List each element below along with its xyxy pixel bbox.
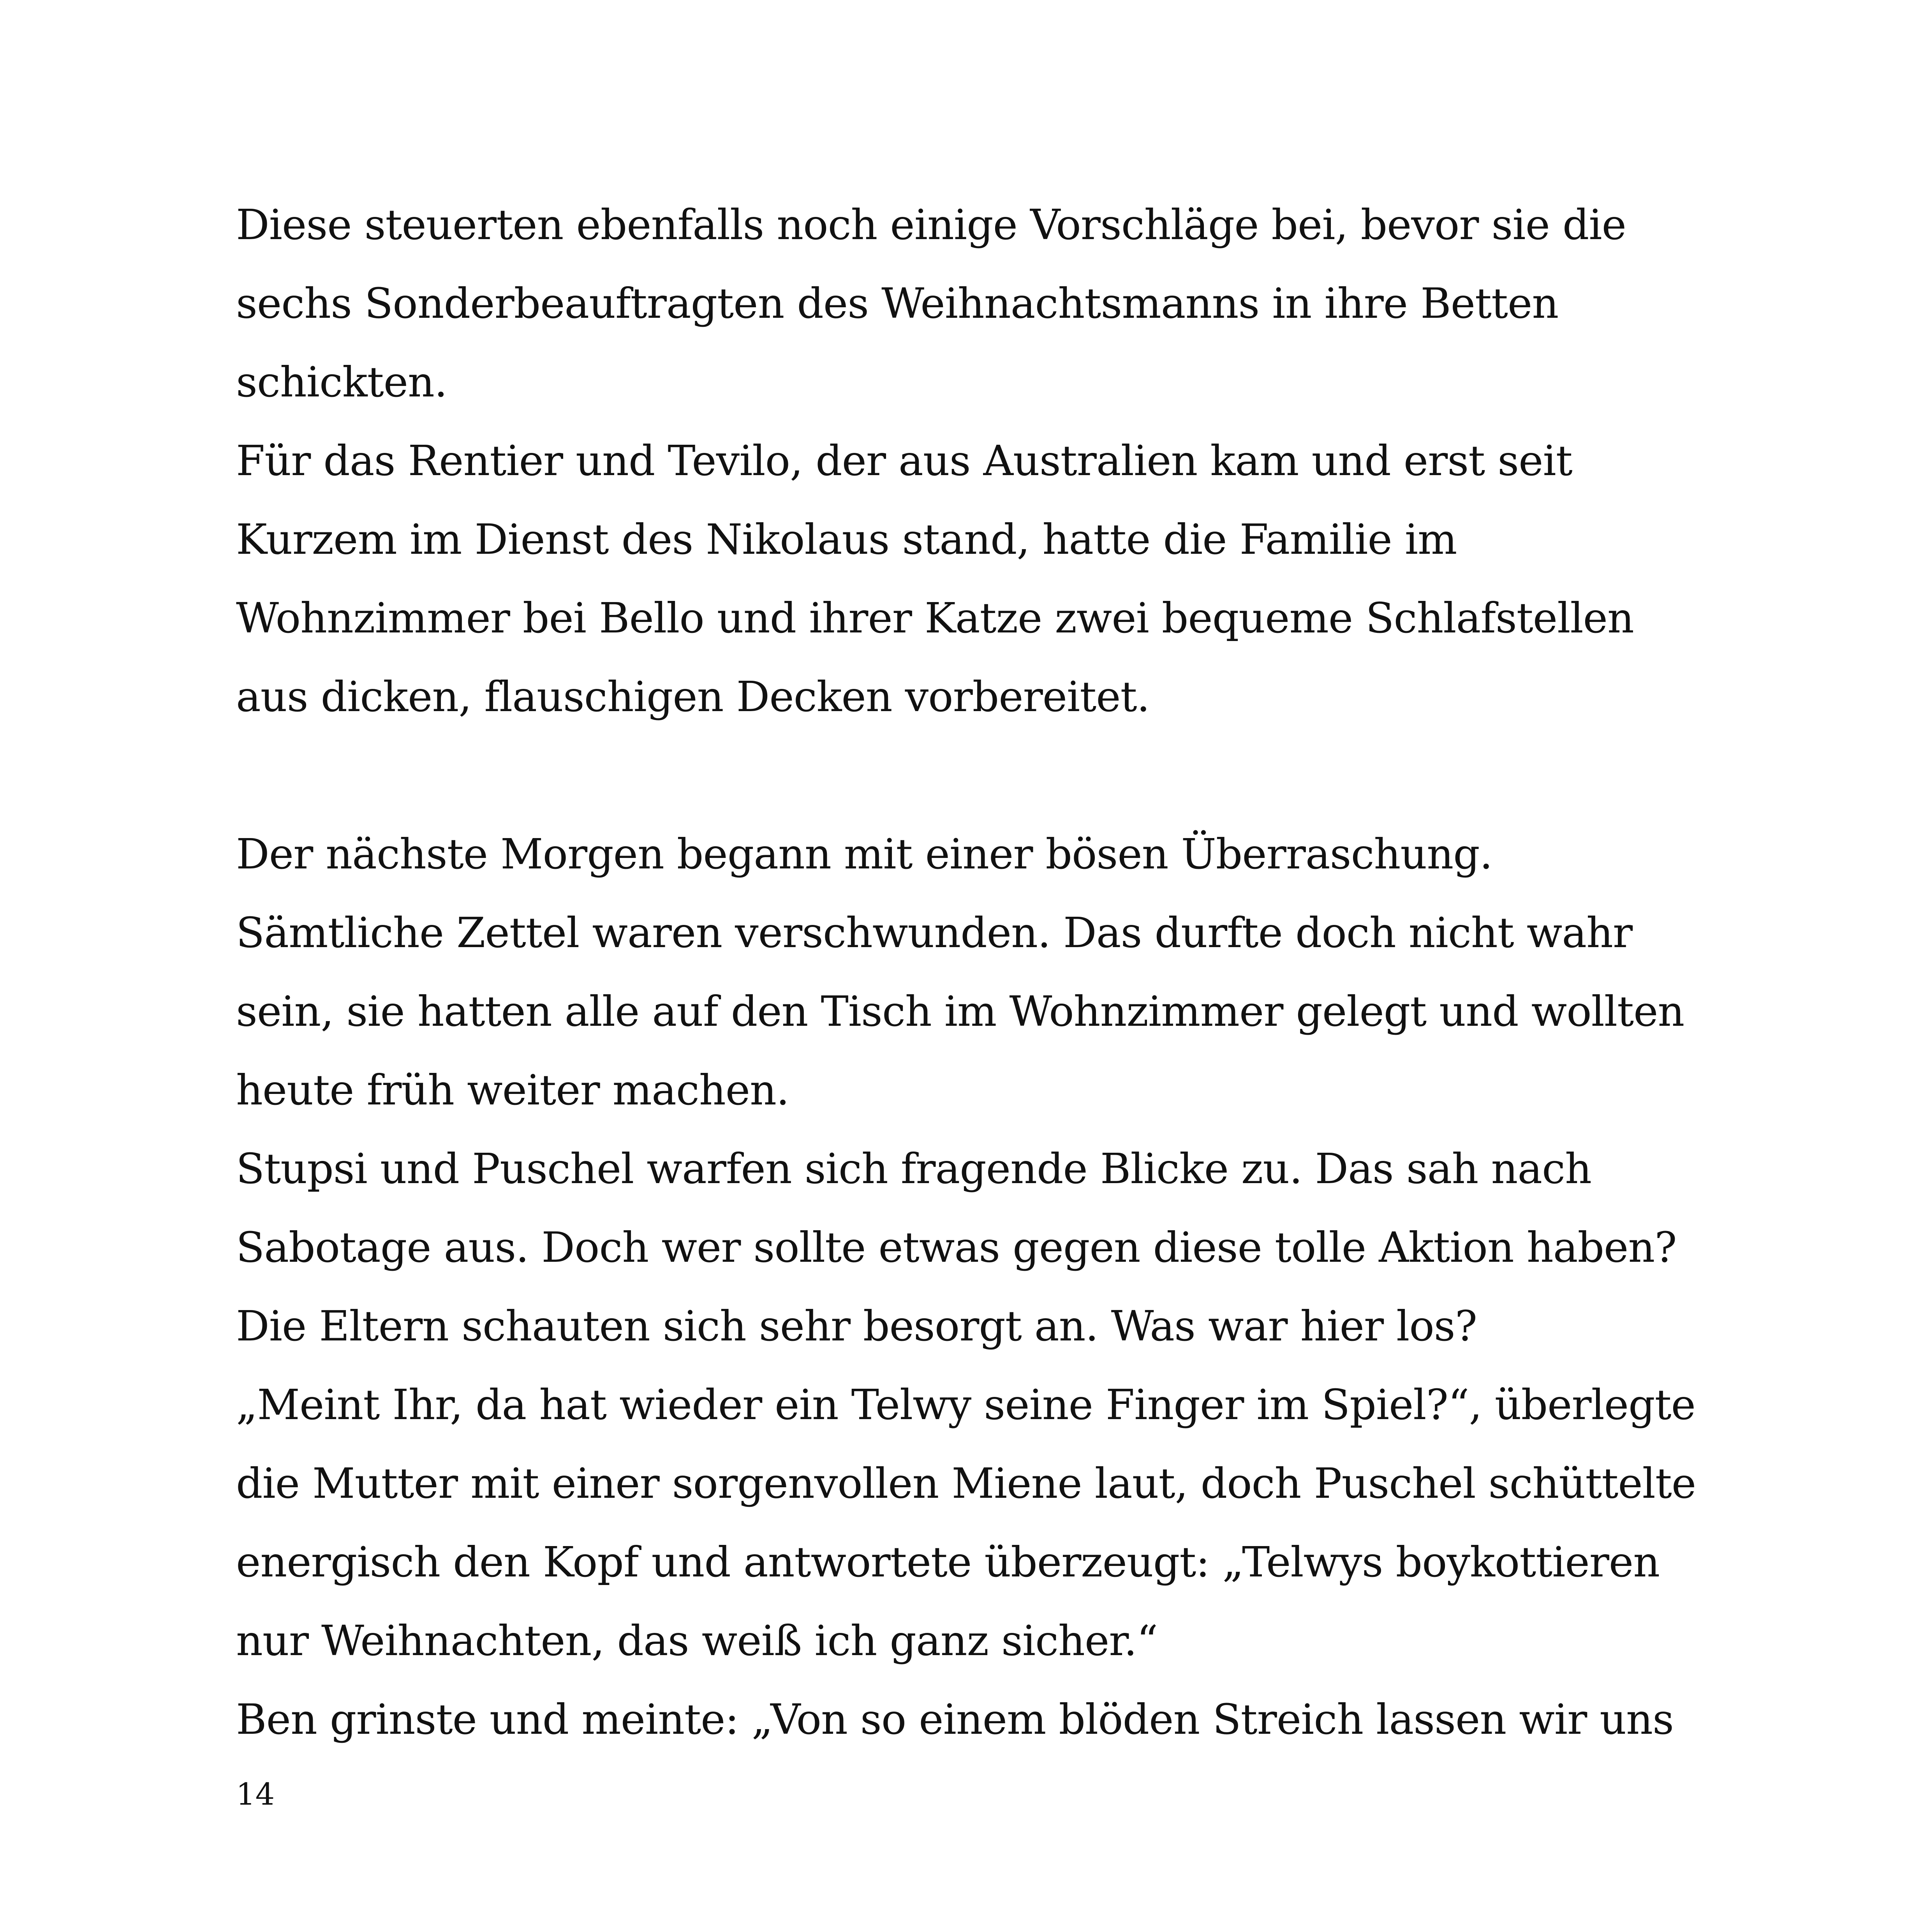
text-line: nur Weihnachten, das weiß ich ganz sicher.“ — [236, 1617, 1158, 1665]
text-line: aus dicken, flauschigen Decken vorbereitet. — [236, 673, 1150, 721]
text-line: Diese steuerten ebenfalls noch einige Vorschläge bei, bevor sie die — [236, 201, 1626, 249]
text-line: Stupsi und Puschel warfen sich fragende Blicke zu. Das sah nach — [236, 1145, 1592, 1193]
paragraph-2 — [236, 815, 1696, 1759]
text-line: Die Eltern schauten sich sehr besorgt an. Was war hier los? — [236, 1302, 1477, 1351]
text-line: die Mutter mit einer sorgenvollen Miene laut, doch Puschel schüttelte — [236, 1460, 1696, 1508]
text-line: Sämtliche Zettel waren verschwunden. Das durfte doch nicht wahr — [236, 909, 1633, 957]
text-line: „Meint Ihr, da hat wieder ein Telwy seine Finger im Spiel?“, überlegte — [236, 1381, 1695, 1429]
text-line: Wohnzimmer bei Bello und ihrer Katze zwei bequeme Schlafstellen — [236, 594, 1634, 643]
text-line: Sabotage aus. Doch wer sollte etwas gegen diese tolle Aktion haben? — [236, 1224, 1677, 1272]
text-line: energisch den Kopf und antwortete überzeugt: „Telwys boykottieren — [236, 1538, 1660, 1587]
text-line: heute früh weiter machen. — [236, 1066, 789, 1115]
text-line: Der nächste Morgen begann mit einer bösen Überraschung. — [236, 830, 1492, 879]
text-line: schickten. — [236, 358, 447, 407]
text-line: Kurzem im Dienst des Nikolaus stand, hatte die Familie im — [236, 516, 1457, 564]
text-line: Ben grinste und meinte: „Von so einem blöden Streich lassen wir uns — [236, 1696, 1674, 1744]
page-number: 14 — [236, 1777, 275, 1812]
text-line: sechs Sonderbeauftragten des Weihnachtsmanns in ihre Betten — [236, 280, 1559, 328]
paragraph-1 — [236, 186, 1677, 736]
paragraph-gap — [236, 736, 1677, 815]
text-line: sein, sie hatten alle auf den Tisch im Wohnzimmer gelegt und wollten — [236, 988, 1684, 1036]
body-text — [236, 186, 1696, 1759]
text-line: Für das Rentier und Tevilo, der aus Australien kam und erst seit — [236, 437, 1572, 485]
